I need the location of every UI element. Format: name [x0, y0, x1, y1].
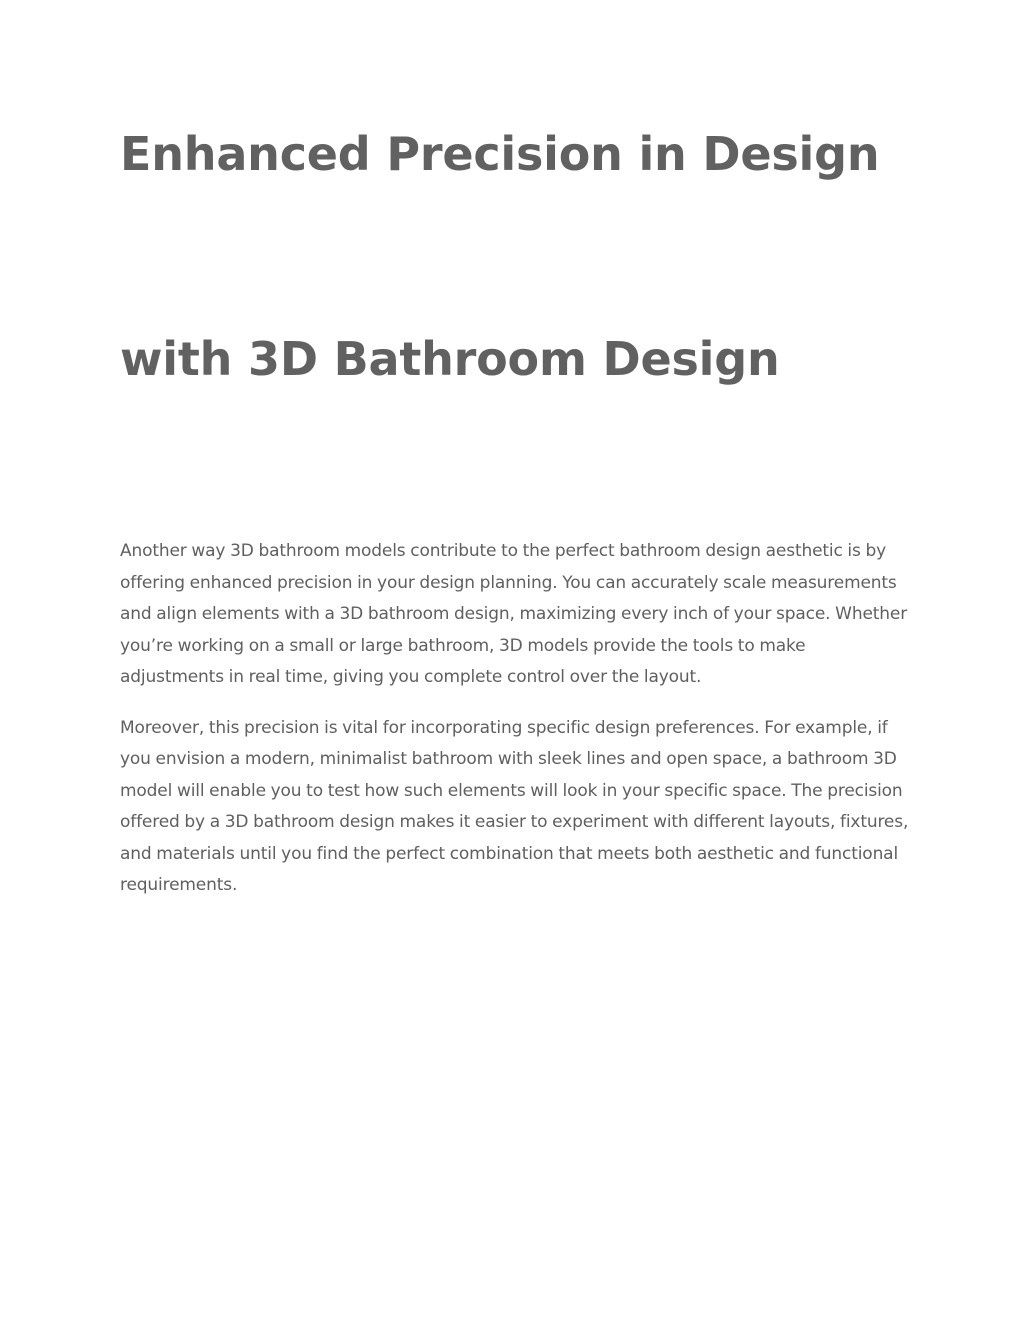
paragraph-precision-planning: Another way 3D bathroom models contribute to the perfect bathroom design aesthetic is by offering enhanced precision in your design planning. You can accurately scale measurements and align elements with a 3D bathroom design, maximizing every inch of your space. Whether you’re working on a small or large bathroom, 3D models provide the tools to make adjustments in real time, giving you complete control over the layout.: [120, 541, 908, 687]
page-title-line-1: Enhanced Precision in Design: [120, 127, 880, 181]
paragraph-design-preferences: Moreover, this precision is vital for incorporating specific design preferences. For example, if you envision a modern, minimalist bathroom with sleek lines and open space, a bathroom 3D model will enable you to test how such elements will look in your specific space. The precision offered by a 3D bathroom design makes it easier to experiment with different layouts, fixtures, and materials until you find the perfect combination that meets both aesthetic and functional requirements.: [120, 717, 909, 895]
page-title-line-2: with 3D Bathroom Design: [120, 332, 780, 386]
body-text: [120, 536, 910, 921]
